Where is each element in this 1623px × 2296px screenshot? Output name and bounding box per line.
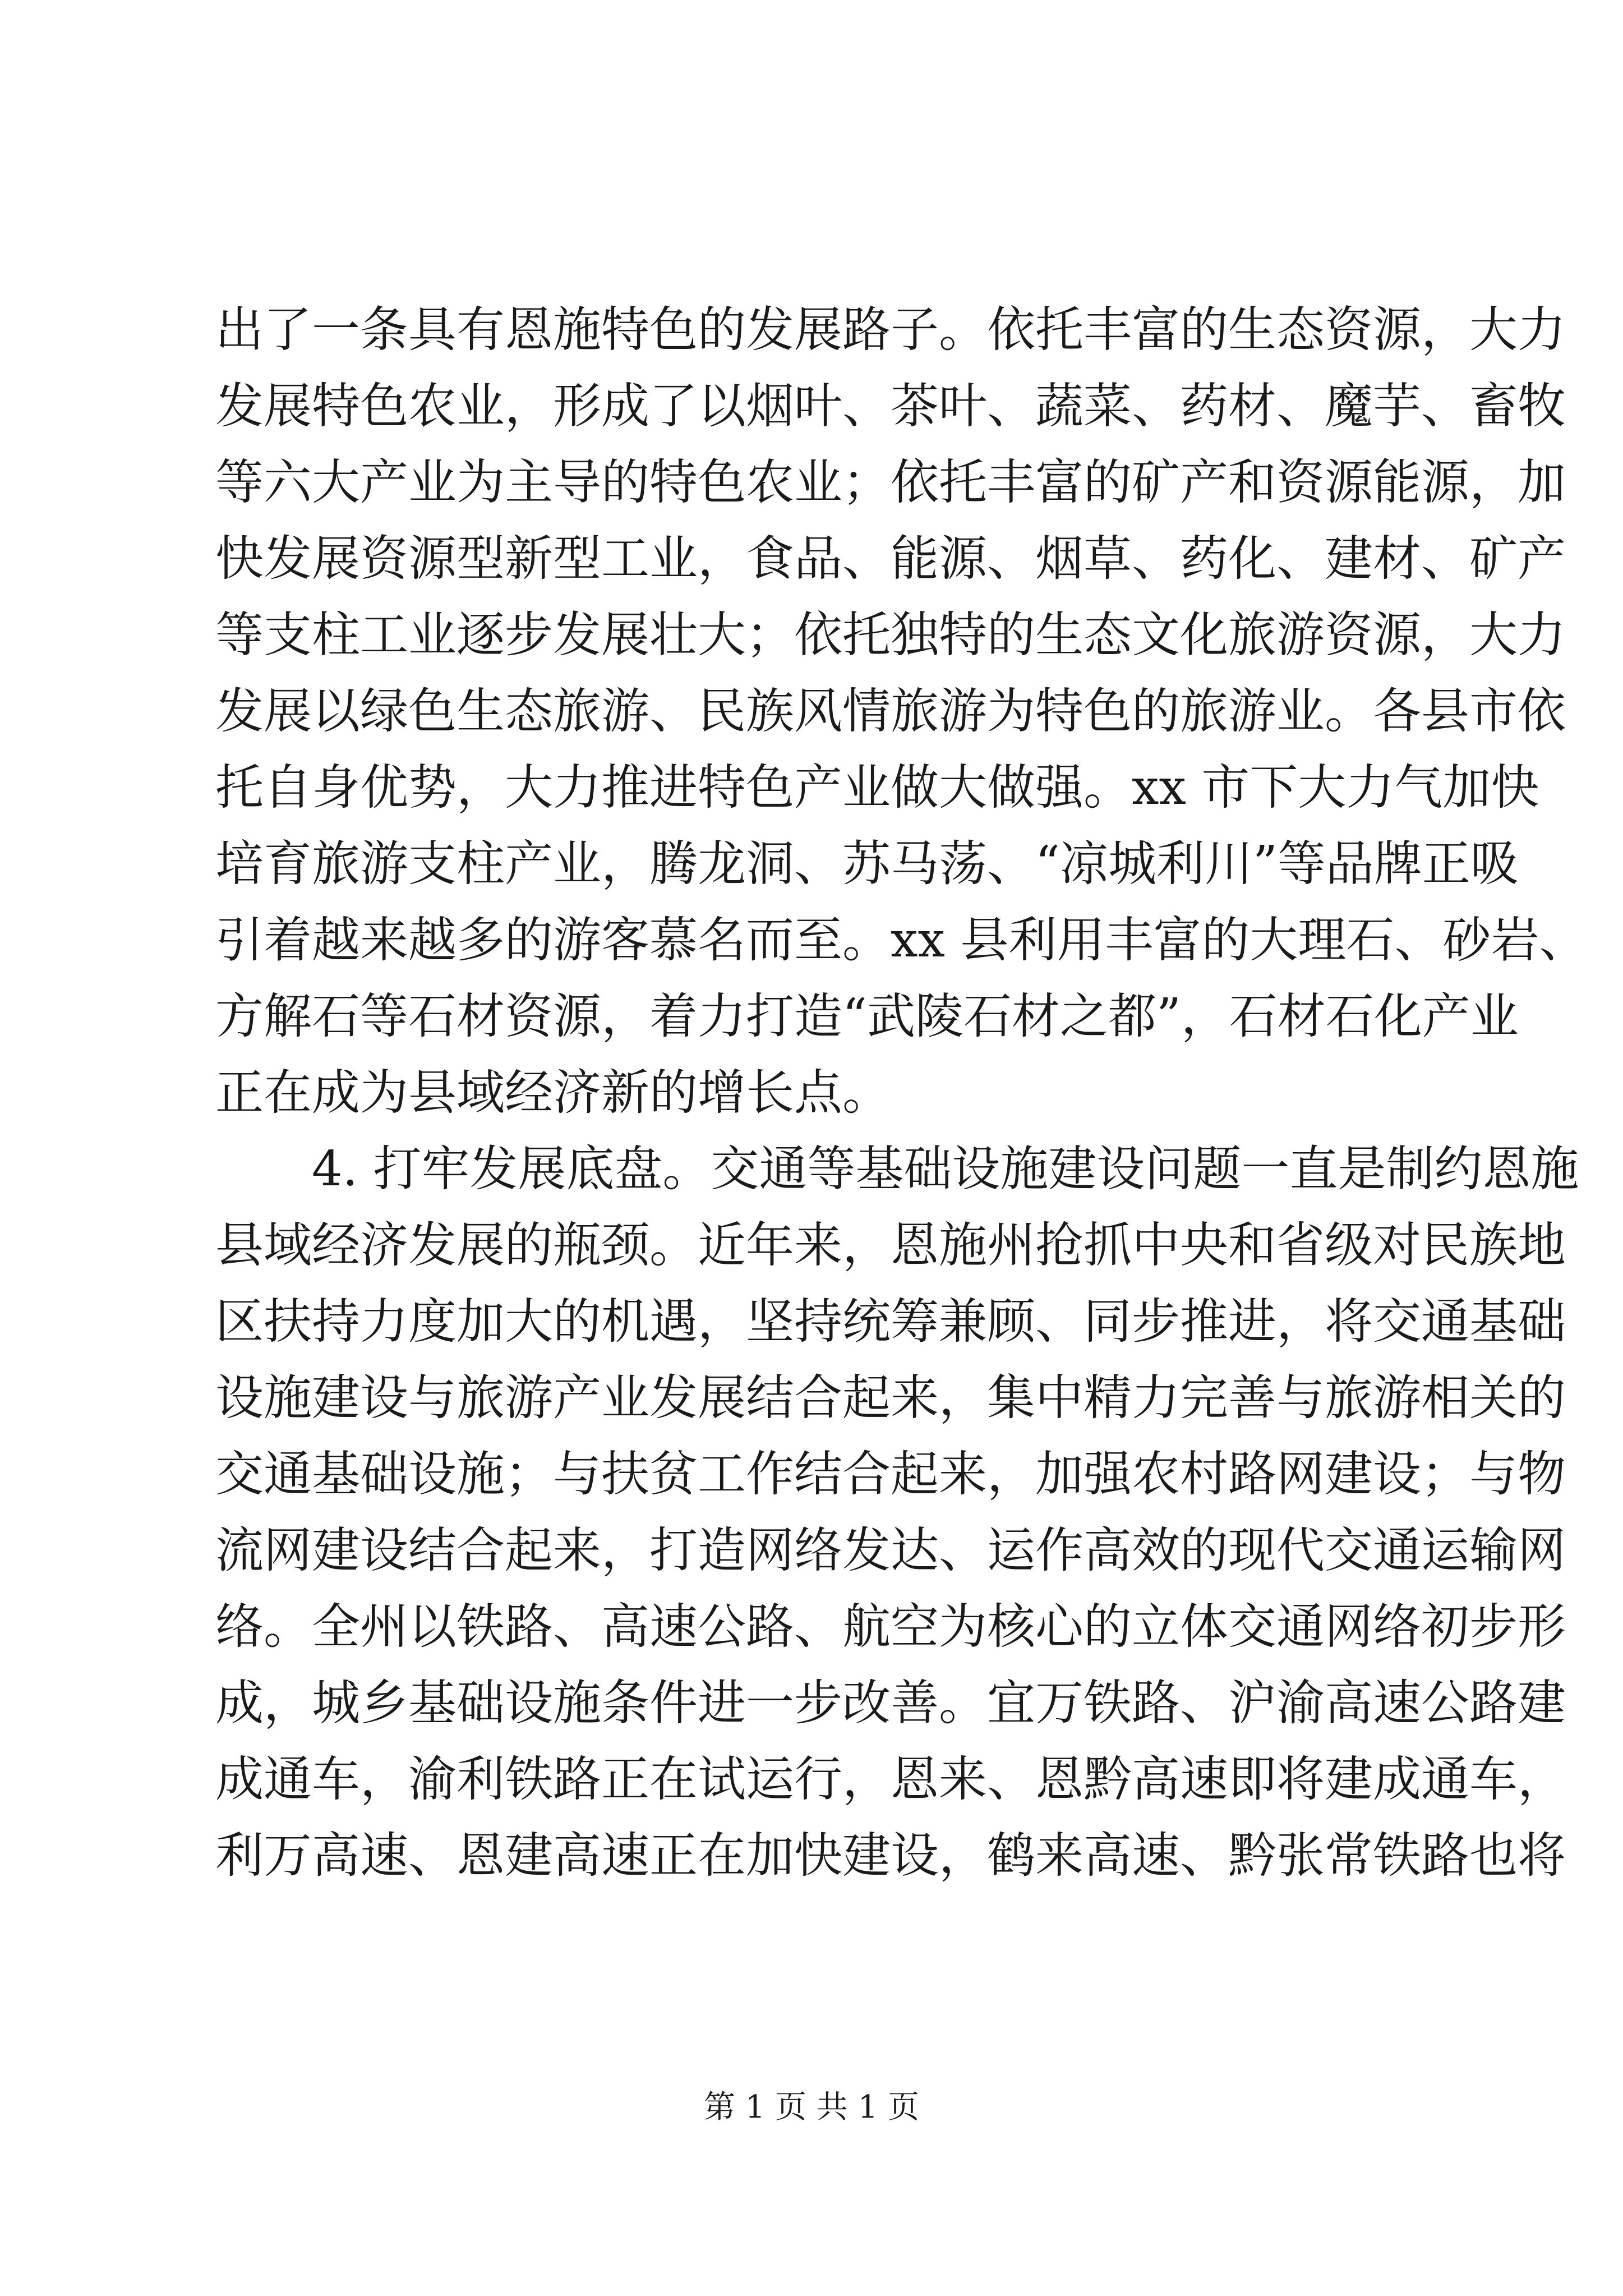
text-line: 区扶持力度加大的机遇，坚持统筹兼顾、同步推进，将交通基础: [215, 1294, 1566, 1350]
text-line: 培育旅游支柱产业，腾龙洞、苏马荡、“凉城利川”等品牌正吸: [215, 836, 1519, 892]
document-body: [215, 292, 1588, 1894]
text-line: 快发展资源型新型工业，食品、能源、烟草、药化、建材、矿产: [215, 531, 1566, 587]
text-line: 发展特色农业，形成了以烟叶、茶叶、蔬菜、药材、魔芋、畜牧: [215, 378, 1566, 434]
text-line: 设施建设与旅游产业发展结合起来，集中精力完善与旅游相关的: [215, 1370, 1566, 1426]
text-line: 托自身优势，大力推进特色产业做大做强。xx 市下大力气加快: [215, 760, 1539, 816]
text-line: 正在成为县域经济新的增长点。: [215, 1065, 891, 1121]
page-number-footer: 第 1 页 共 1 页: [703, 2089, 920, 2125]
text-line: 方解石等石材资源，着力打造“武陵石材之都”，石材石化产业: [215, 988, 1519, 1045]
text-line: 流网建设结合起来，打造网络发达、运作高效的现代交通运输网: [215, 1522, 1566, 1579]
text-line: 等支柱工业逐步发展壮大；依托独特的生态文化旅游资源，大力: [215, 607, 1566, 663]
section-heading-line: 4. 打牢发展底盘。交通等基础设施建设问题一直是制约恩施: [312, 1141, 1579, 1197]
text-line: 成通车，渝利铁路正在试运行，恩来、恩黔高速即将建成通车，: [215, 1751, 1566, 1807]
text-line: 发展以绿色生态旅游、民族风情旅游为特色的旅游业。各县市依: [215, 683, 1566, 739]
text-line: 利万高速、恩建高速正在加快建设，鹤来高速、黔张常铁路也将: [215, 1828, 1566, 1884]
text-line: 络。全州以铁路、高速公路、航空为核心的立体交通网络初步形: [215, 1599, 1566, 1655]
text-line: 等六大产业为主导的特色农业；依托丰富的矿产和资源能源，加: [215, 454, 1566, 510]
text-line: 交通基础设施；与扶贫工作结合起来，加强农村路网建设；与物: [215, 1446, 1566, 1502]
text-line: 县域经济发展的瓶颈。近年来，恩施州抢抓中央和省级对民族地: [215, 1217, 1566, 1273]
text-line: 成，城乡基础设施条件进一步改善。宜万铁路、沪渝高速公路建: [215, 1675, 1566, 1731]
text-line: 出了一条具有恩施特色的发展路子。依托丰富的生态资源，大力: [215, 302, 1566, 358]
text-line: 引着越来越多的游客慕名而至。xx 县利用丰富的大理石、砂岩、: [215, 912, 1588, 968]
